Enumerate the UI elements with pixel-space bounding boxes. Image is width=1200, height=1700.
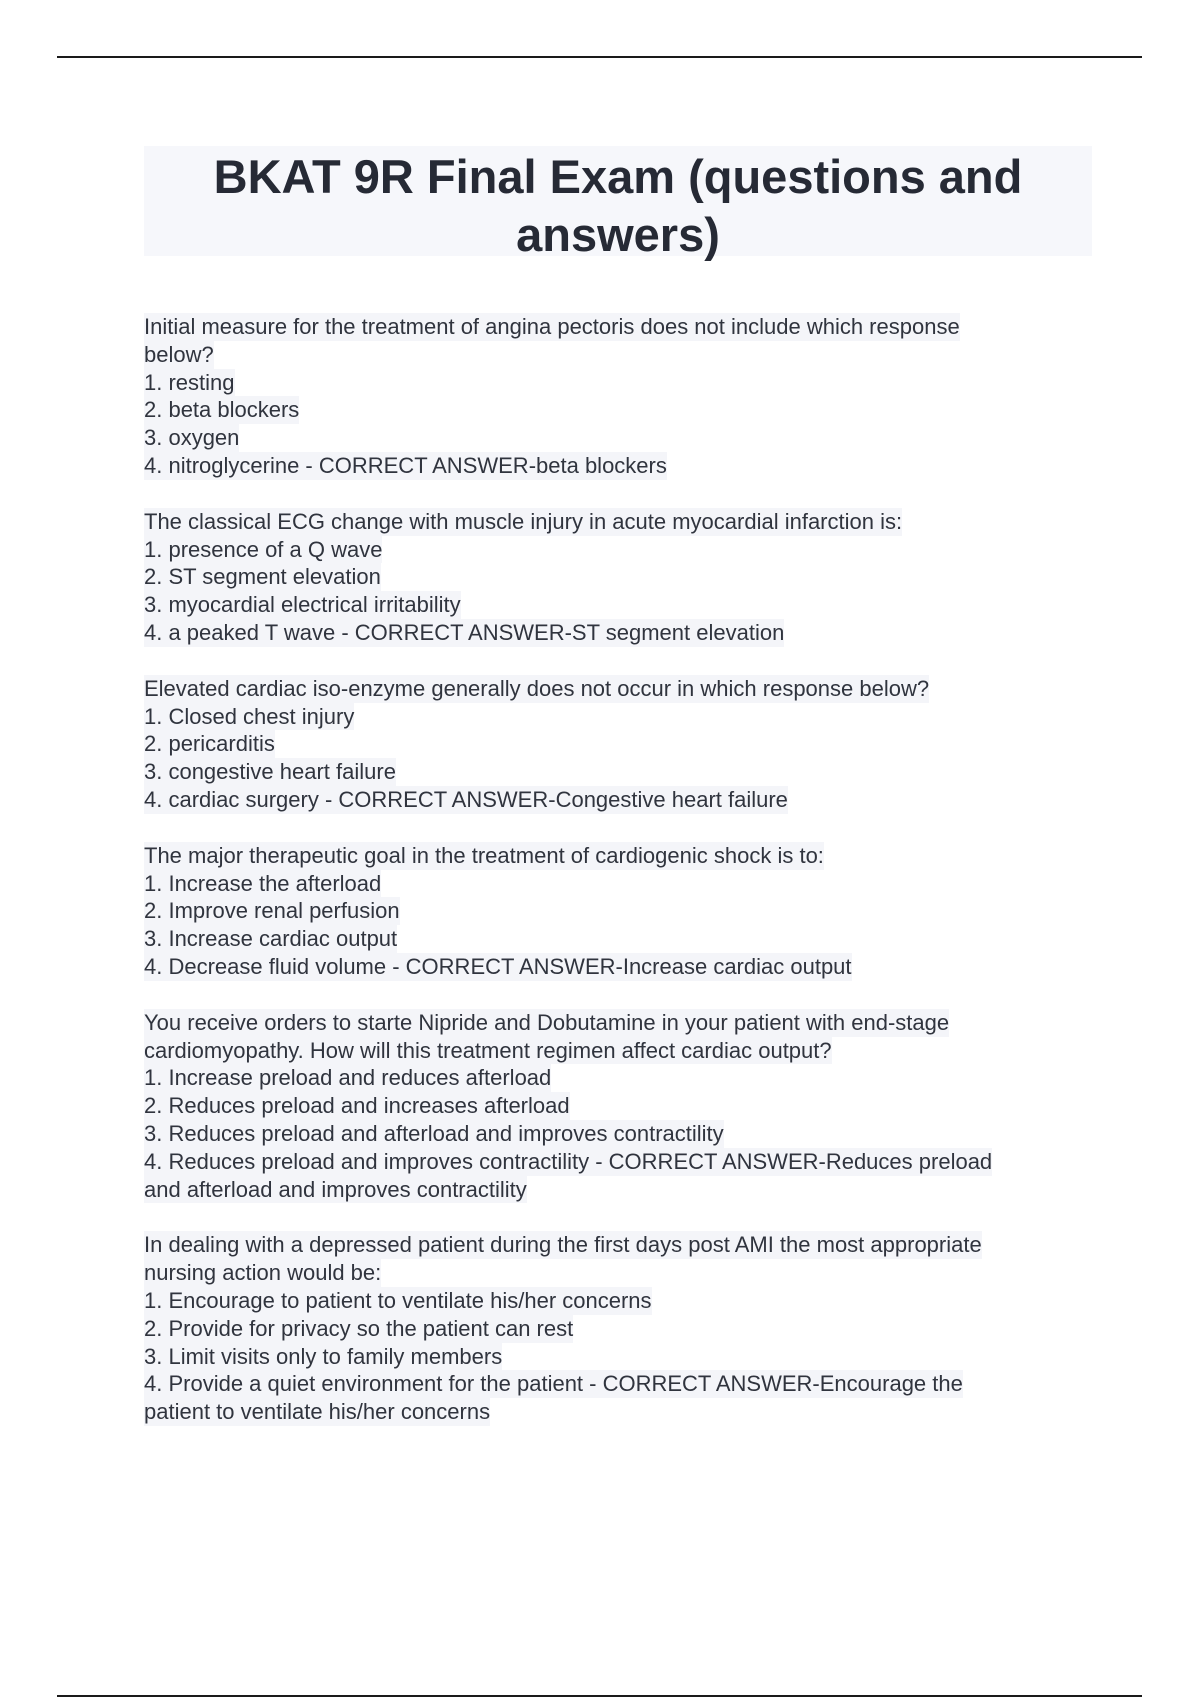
question-line: nursing action would be: — [144, 1260, 382, 1286]
top-rule — [57, 56, 1142, 58]
option-line: 2. Provide for privacy so the patient can rest — [144, 1315, 574, 1341]
question-line: cardiomyopathy. How will this treatment regimen affect cardiac output? — [144, 1037, 832, 1063]
question-block — [144, 842, 1084, 981]
question-line: below? — [144, 341, 214, 367]
question-line: In dealing with a depressed patient during the first days post AMI the most appropriate — [144, 1232, 982, 1258]
option-line: 2. pericarditis — [144, 731, 275, 757]
answer-line: and afterload and improves contractility — [144, 1176, 527, 1202]
option-line: 2. beta blockers — [144, 397, 300, 423]
answer-line: 4. Reduces preload and improves contractility - CORRECT ANSWER-Reduces preload — [144, 1148, 993, 1174]
option-line: 1. presence of a Q wave — [144, 536, 383, 562]
question-block — [144, 313, 1084, 480]
page-title — [144, 148, 1092, 264]
option-line: 1. Increase the afterload — [144, 870, 382, 896]
page-title-text: BKAT 9R Final Exam (questions and answers) — [213, 150, 1023, 261]
answer-line: 4. Provide a quiet environment for the patient - CORRECT ANSWER-Encourage the — [144, 1371, 963, 1397]
option-line: 1. Encourage to patient to ventilate his/her concerns — [144, 1287, 652, 1313]
option-line: 2. ST segment elevation — [144, 564, 381, 590]
option-line: 3. oxygen — [144, 425, 240, 451]
qa-list — [144, 313, 1084, 1454]
option-line: 1. Closed chest injury — [144, 703, 355, 729]
question-block — [144, 1009, 1084, 1204]
question-line: Elevated cardiac iso-enzyme generally does not occur in which response below? — [144, 675, 930, 701]
option-line: 3. Increase cardiac output — [144, 926, 398, 952]
answer-line: 4. Decrease fluid volume - CORRECT ANSWER-Increase cardiac output — [144, 953, 852, 979]
question-line: You receive orders to starte Nipride and Dobutamine in your patient with end-stage — [144, 1009, 950, 1035]
option-line: 1. Increase preload and reduces afterload — [144, 1065, 552, 1091]
question-line: Initial measure for the treatment of angina pectoris does not include which response — [144, 314, 960, 339]
option-line: 3. Reduces preload and afterload and improves contractility — [144, 1120, 724, 1146]
option-line: 3. myocardial electrical irritability — [144, 592, 461, 618]
question-line: The classical ECG change with muscle injury in acute myocardial infarction is: — [144, 508, 903, 534]
answer-line: 4. cardiac surgery - CORRECT ANSWER-Congestive heart failure — [144, 786, 788, 812]
title-block — [144, 146, 1092, 261]
question-block — [144, 508, 1084, 647]
question-block — [144, 1231, 1084, 1426]
question-block — [144, 675, 1084, 814]
bottom-rule — [57, 1695, 1142, 1697]
question-line: The major therapeutic goal in the treatment of cardiogenic shock is to: — [144, 842, 824, 868]
option-line: 1. resting — [144, 369, 235, 395]
answer-line: 4. a peaked T wave - CORRECT ANSWER-ST segment elevation — [144, 619, 785, 645]
option-line: 2. Improve renal perfusion — [144, 898, 400, 924]
answer-line: 4. nitroglycerine - CORRECT ANSWER-beta blockers — [144, 452, 667, 478]
answer-line: patient to ventilate his/her concerns — [144, 1399, 491, 1425]
option-line: 3. Limit visits only to family members — [144, 1343, 503, 1369]
option-line: 2. Reduces preload and increases afterload — [144, 1093, 570, 1119]
option-line: 3. congestive heart failure — [144, 759, 396, 785]
